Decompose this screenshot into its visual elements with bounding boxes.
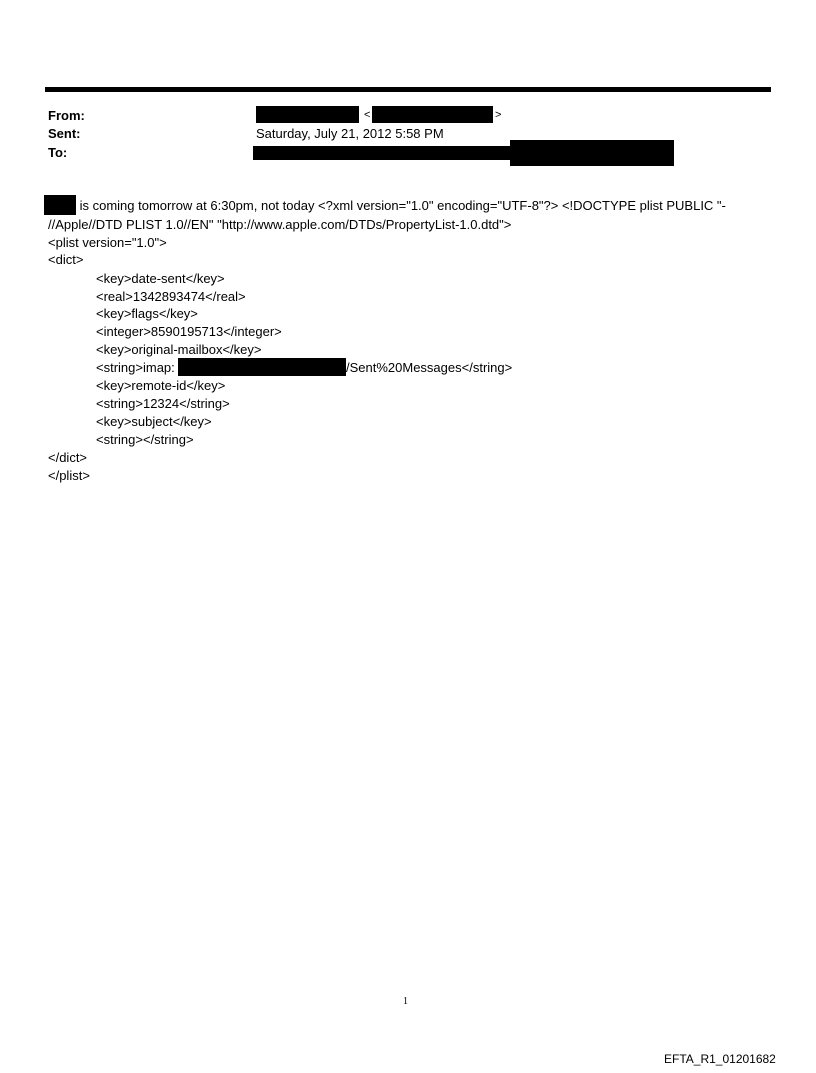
body-line-12: <string>12324</string> [96, 396, 230, 411]
body-line-10-suffix: /Sent%20Messages</string> [346, 360, 513, 375]
page-number: 1 [403, 996, 408, 1007]
to-redaction-b [510, 140, 674, 166]
from-email-redaction [372, 106, 493, 123]
body-line-14: <string></string> [96, 432, 194, 447]
imap-path-redaction [178, 358, 346, 376]
body-line-15: </dict> [48, 450, 88, 465]
bates-number: EFTA_R1_01201682 [664, 1052, 776, 1066]
body-line-2: //Apple//DTD PLIST 1.0//EN" "http://www.apple.com/DTDs/PropertyList-1.0.dtd"> [48, 217, 512, 232]
body-line-6: <real>1342893474</real> [96, 289, 246, 304]
header-rule [45, 87, 771, 92]
body-line-10-prefix: <string>imap: [96, 360, 175, 375]
body-line-9: <key>original-mailbox</key> [96, 342, 262, 357]
body-line-4: <dict> [48, 252, 84, 267]
from-angle-close: > [495, 109, 502, 121]
sent-label: Sent: [48, 126, 81, 141]
body-line-11: <key>remote-id</key> [96, 378, 226, 393]
body-line-1: is coming tomorrow at 6:30pm, not today <?xml version="1.0" encoding="UTF-8"?> <!DOCTYPE plist PUBLIC "- [76, 198, 726, 213]
from-angle-open: < [364, 109, 371, 121]
body-line-16: </plist> [48, 468, 90, 483]
sent-value: Saturday, July 21, 2012 5:58 PM [256, 126, 444, 141]
from-label: From: [48, 108, 85, 123]
from-name-redaction [256, 106, 359, 123]
body-line-7: <key>flags</key> [96, 306, 198, 321]
to-redaction-a [253, 146, 513, 160]
sender-name-redaction [44, 195, 76, 215]
body-line-3: <plist version="1.0"> [48, 235, 167, 250]
body-line-8: <integer>8590195713</integer> [96, 324, 282, 339]
to-label: To: [48, 145, 68, 160]
body-line-13: <key>subject</key> [96, 414, 212, 429]
body-line-5: <key>date-sent</key> [96, 271, 225, 286]
